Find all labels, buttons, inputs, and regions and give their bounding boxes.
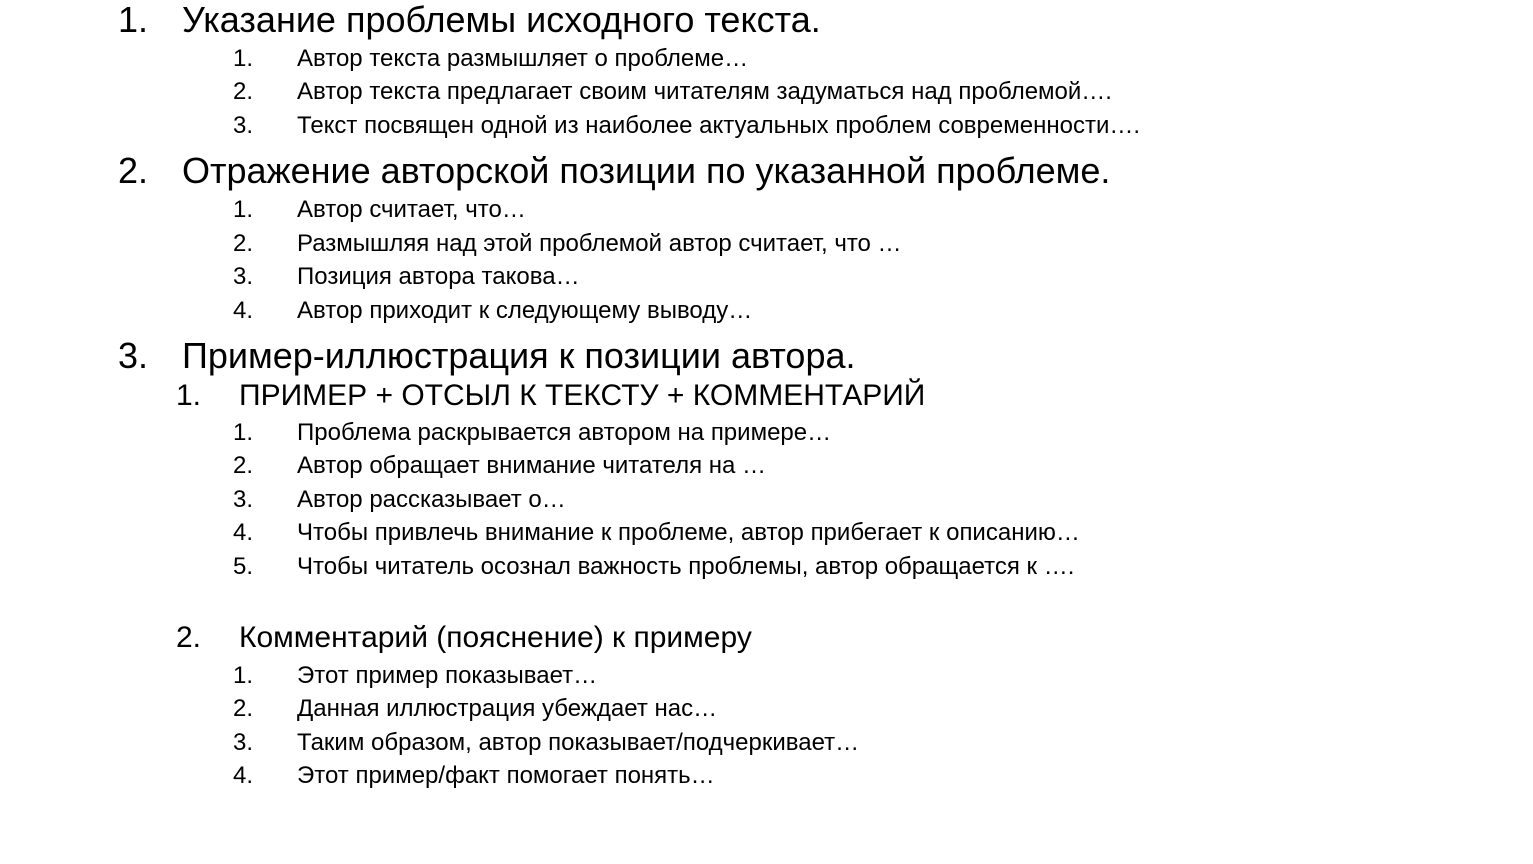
subsection-title: ПРИМЕР + ОТСЫЛ К ТЕКСТУ + КОММЕНТАРИЙ xyxy=(239,379,926,412)
item-text: Размышляя над этой проблемой автор считает, что … xyxy=(297,230,902,257)
section-title: Отражение авторской позиции по указанной проблеме. xyxy=(182,150,1111,191)
item-number: 4. xyxy=(233,297,254,324)
item-number: 1. xyxy=(233,196,254,223)
item-number: 2. xyxy=(233,230,254,257)
item-text: Данная иллюстрация убеждает нас… xyxy=(297,695,718,722)
section-number: 3. xyxy=(118,335,149,376)
item-number: 1. xyxy=(233,419,254,446)
subsection-title: Комментарий (пояснение) к примеру xyxy=(239,621,752,654)
item-number: 2. xyxy=(233,452,254,479)
item-text: Чтобы привлечь внимание к проблеме, автор прибегает к описанию… xyxy=(297,519,1080,546)
item-text: Автор рассказывает о… xyxy=(297,486,566,513)
item-number: 1. xyxy=(233,45,254,72)
item-text: Автор текста размышляет о проблеме… xyxy=(297,45,749,72)
section-number: 1. xyxy=(118,0,149,40)
item-text: Автор обращает внимание читателя на … xyxy=(297,452,767,479)
item-text: Этот пример показывает… xyxy=(297,662,598,689)
item-number: 4. xyxy=(233,762,254,789)
item-number: 3. xyxy=(233,486,254,513)
item-text: Текст посвящен одной из наиболее актуальных проблем современности…. xyxy=(297,112,1141,139)
item-number: 3. xyxy=(233,112,254,139)
item-text: Позиция автора такова… xyxy=(297,263,580,290)
item-text: Этот пример/факт помогает понять… xyxy=(297,762,715,789)
item-text: Чтобы читатель осознал важность проблемы, автор обращается к …. xyxy=(297,553,1075,580)
item-text: Автор приходит к следующему выводу… xyxy=(297,297,753,324)
section-title: Пример-иллюстрация к позиции автора. xyxy=(182,335,856,376)
subsection-number: 2. xyxy=(176,621,202,654)
item-number: 2. xyxy=(233,695,254,722)
item-number: 2. xyxy=(233,78,254,105)
item-text: Проблема раскрывается автором на примере… xyxy=(297,419,832,446)
item-number: 5. xyxy=(233,553,254,580)
item-text: Автор текста предлагает своим читателям задуматься над проблемой…. xyxy=(297,78,1112,105)
item-number: 3. xyxy=(233,729,254,756)
item-text: Таким образом, автор показывает/подчеркивает… xyxy=(297,729,860,756)
item-number: 4. xyxy=(233,519,254,546)
item-number: 3. xyxy=(233,263,254,290)
item-number: 1. xyxy=(233,662,254,689)
section-number: 2. xyxy=(118,150,149,191)
subsection-number: 1. xyxy=(176,379,202,412)
item-text: Автор считает, что… xyxy=(297,196,526,223)
section-title: Указание проблемы исходного текста. xyxy=(182,0,821,40)
